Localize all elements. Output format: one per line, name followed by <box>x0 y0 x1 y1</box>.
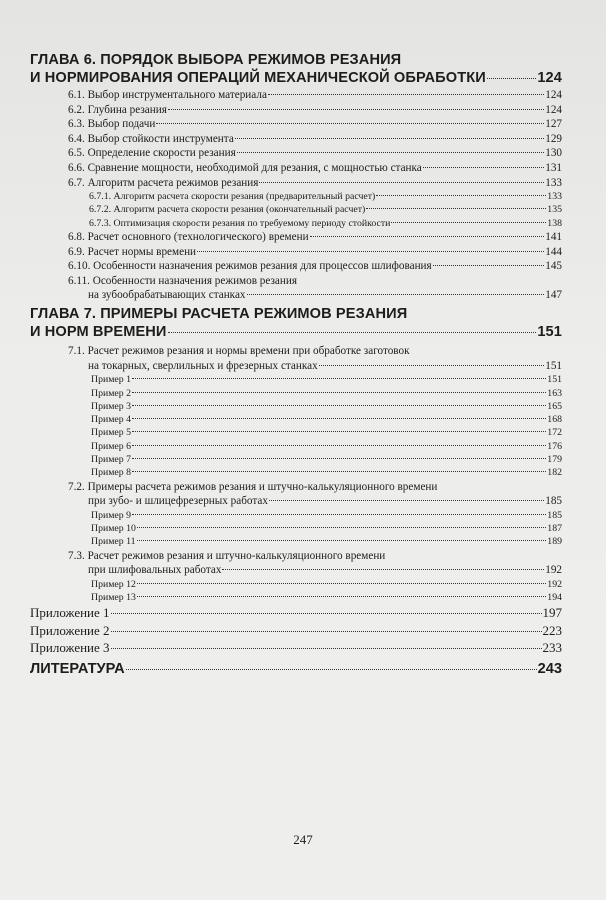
leader-dots <box>111 613 542 614</box>
toc-item-page: 163 <box>547 387 562 399</box>
toc-item-page: 179 <box>547 453 562 465</box>
toc-item-page: 135 <box>547 204 562 216</box>
toc-example[interactable] <box>30 440 562 453</box>
toc-item-page: 124 <box>545 103 562 116</box>
toc-item-6-2[interactable] <box>30 103 562 118</box>
leader-dots <box>259 182 544 183</box>
leader-dots <box>111 631 542 632</box>
toc-item-6-10[interactable] <box>30 259 562 274</box>
table-of-contents <box>30 51 562 679</box>
leader-dots <box>111 648 542 649</box>
toc-item-page: 138 <box>547 217 562 229</box>
chapter-7-page: 151 <box>537 324 562 341</box>
toc-item-title: 6.5. Определение скорости резания <box>68 147 236 160</box>
toc-item-page: 151 <box>547 374 562 386</box>
toc-example[interactable] <box>30 373 562 386</box>
toc-item-page: 144 <box>545 245 562 258</box>
toc-item-title: 6.7.3. Оптимизация скорости резания по требуемому периоду стойкости <box>89 217 391 229</box>
toc-item-7-2[interactable] <box>30 480 562 509</box>
toc-item-6-9[interactable] <box>30 245 562 260</box>
literature-title: ЛИТЕРАТУРА <box>30 661 125 678</box>
leader-dots <box>132 431 546 432</box>
leader-dots <box>137 540 547 541</box>
toc-item-6-5[interactable] <box>30 146 562 161</box>
toc-item-page: 176 <box>547 440 562 452</box>
toc-item-6-3[interactable] <box>30 117 562 132</box>
toc-item-page: 233 <box>542 639 562 655</box>
toc-example[interactable] <box>30 400 562 413</box>
leader-dots <box>222 569 544 570</box>
toc-item-page: 129 <box>545 132 562 145</box>
toc-item-title: 6.3. Выбор подачи <box>68 118 156 131</box>
toc-item-title: Пример 7 <box>91 453 132 465</box>
toc-item-title-line1: 7.3. Расчет режимов резания и штучно-калькуляционного времени <box>68 549 386 562</box>
leader-dots <box>168 109 544 110</box>
toc-appendix-2[interactable] <box>30 622 562 639</box>
toc-item-title: 6.4. Выбор стойкости инструмента <box>68 132 234 145</box>
toc-item-page: 145 <box>545 260 562 273</box>
leader-dots <box>132 392 546 393</box>
leader-dots <box>391 222 546 223</box>
leader-dots <box>126 669 537 670</box>
toc-item-title: 6.9. Расчет нормы времени <box>68 245 197 258</box>
toc-item-title: Пример 5 <box>91 427 132 439</box>
toc-item-title: Пример 8 <box>91 467 132 479</box>
toc-item-6-8[interactable] <box>30 230 562 245</box>
leader-dots <box>423 167 544 168</box>
toc-example[interactable] <box>30 453 562 466</box>
toc-item-title: 6.2. Глубина резания <box>68 103 167 116</box>
toc-example[interactable] <box>30 591 562 604</box>
leader-dots <box>132 445 546 446</box>
leader-dots <box>310 236 545 237</box>
toc-item-6-4[interactable] <box>30 132 562 147</box>
toc-item-title: Пример 4 <box>91 414 132 426</box>
toc-appendix-1[interactable] <box>30 604 562 621</box>
leader-dots <box>237 152 544 153</box>
leader-dots <box>137 583 546 584</box>
chapter-6-page: 124 <box>537 70 562 86</box>
toc-example[interactable] <box>30 522 562 535</box>
toc-item-title-line2: при зубо- и шлицефрезерных работах <box>88 495 268 508</box>
toc-example[interactable] <box>30 387 562 400</box>
toc-item-title: Пример 11 <box>91 536 136 548</box>
toc-item-title: Пример 13 <box>91 592 136 604</box>
toc-item-page: 182 <box>547 467 562 479</box>
page-number: 247 <box>293 832 313 847</box>
toc-item-title: 6.7.1. Алгоритм расчета скорости резания (предварительный расчет) <box>89 191 376 203</box>
leader-dots <box>487 78 537 79</box>
toc-item-page: 133 <box>547 191 562 203</box>
leader-dots <box>268 94 544 95</box>
toc-item-title: Приложение 3 <box>30 639 110 655</box>
toc-item-page: 165 <box>547 400 562 412</box>
toc-item-7-3[interactable] <box>30 549 562 578</box>
toc-item-page: 133 <box>545 176 562 189</box>
toc-example[interactable] <box>30 578 562 591</box>
toc-chapter-6[interactable] <box>30 51 562 87</box>
literature-page: 243 <box>537 661 562 678</box>
toc-item-6-1[interactable] <box>30 88 562 103</box>
toc-item-title: 6.1. Выбор инструментального материала <box>68 89 267 101</box>
toc-item-title-line1: 6.11. Особенности назначения режимов резания <box>68 274 298 287</box>
chapter-6-title-line2: И НОРМИРОВАНИЯ ОПЕРАЦИЙ МЕХАНИЧЕСКОЙ ОБРАБОТКИ <box>30 70 486 86</box>
toc-item-6-7[interactable] <box>30 176 562 191</box>
toc-item-title: Пример 3 <box>91 400 132 412</box>
toc-item-page: 168 <box>547 414 562 426</box>
leader-dots <box>366 208 546 209</box>
toc-literature[interactable] <box>30 659 562 679</box>
leader-dots <box>156 123 544 124</box>
toc-item-title-line2: на токарных, сверлильных и фрезерных станках <box>88 359 318 372</box>
toc-item-page: 185 <box>545 495 562 508</box>
toc-item-page: 141 <box>545 231 562 244</box>
leader-dots <box>137 527 546 528</box>
toc-item-page: 172 <box>547 427 562 439</box>
toc-item-title: Пример 2 <box>91 387 132 399</box>
toc-item-title: 6.8. Расчет основного (технологического) времени <box>68 231 309 244</box>
toc-example[interactable] <box>30 535 562 548</box>
toc-item-page: 189 <box>547 536 562 548</box>
chapter-7-title-line1: ГЛАВА 7. ПРИМЕРЫ РАСЧЕТА РЕЖИМОВ РЕЗАНИЯ <box>30 306 408 323</box>
leader-dots <box>132 514 546 515</box>
toc-item-title: Приложение 2 <box>30 622 110 638</box>
toc-item-title-line1: 7.2. Примеры расчета режимов резания и штучно-калькуляционного времени <box>68 480 438 493</box>
toc-item-title: Пример 10 <box>91 523 136 535</box>
toc-item-page: 127 <box>545 118 562 131</box>
toc-item-title: 6.6. Сравнение мощности, необходимой для резания, с мощностью станка <box>68 161 422 174</box>
toc-item-title-line2: при шлифовальных работах <box>88 564 222 577</box>
toc-item-title: 6.7.2. Алгоритм расчета скорости резания (окончательный расчет) <box>89 204 366 216</box>
toc-item-page: 130 <box>545 147 562 160</box>
toc-item-page: 147 <box>545 289 562 302</box>
toc-example[interactable] <box>30 426 562 439</box>
toc-item-title: Пример 12 <box>91 578 136 590</box>
toc-item-page: 194 <box>547 592 562 604</box>
leader-dots <box>247 294 545 295</box>
toc-example[interactable] <box>30 413 562 426</box>
toc-item-title: Приложение 1 <box>30 605 110 621</box>
chapter-6-title-line1: ГЛАВА 6. ПОРЯДОК ВЫБОРА РЕЖИМОВ РЕЗАНИЯ <box>30 52 402 68</box>
leader-dots <box>132 471 546 472</box>
toc-item-title: 6.10. Особенности назначения режимов резания для процессов шлифования <box>68 260 432 273</box>
toc-item-page: 197 <box>542 605 562 621</box>
toc-item-page: 223 <box>542 622 562 638</box>
toc-item-7-1[interactable] <box>30 344 562 373</box>
toc-item-page: 185 <box>547 509 562 521</box>
toc-item-page: 187 <box>547 523 562 535</box>
toc-item-page: 124 <box>545 89 562 101</box>
leader-dots <box>168 332 537 333</box>
leader-dots <box>197 251 544 252</box>
toc-item-title: Пример 9 <box>91 509 132 521</box>
toc-item-6-11[interactable] <box>30 274 562 303</box>
toc-item-6-6[interactable] <box>30 161 562 176</box>
toc-item-page: 131 <box>545 161 562 174</box>
toc-item-title: Пример 6 <box>91 440 132 452</box>
leader-dots <box>132 378 546 379</box>
leader-dots <box>132 418 546 419</box>
toc-item-6-7-3[interactable] <box>30 217 562 230</box>
toc-item-6-7-2[interactable] <box>30 203 562 216</box>
toc-example[interactable] <box>30 509 562 522</box>
leader-dots <box>132 405 546 406</box>
toc-example[interactable] <box>30 466 562 479</box>
toc-item-title-line2: на зубообрабатывающих станках <box>88 289 246 302</box>
leader-dots <box>235 138 544 139</box>
toc-item-6-7-1[interactable] <box>30 190 562 203</box>
toc-item-title-line1: 7.1. Расчет режимов резания и нормы времени при обработке заготовок <box>68 345 410 358</box>
leader-dots <box>132 458 546 459</box>
toc-item-title: Пример 1 <box>91 374 132 386</box>
toc-item-page: 192 <box>545 564 562 577</box>
toc-item-page: 151 <box>545 359 562 372</box>
leader-dots <box>319 365 545 366</box>
leader-dots <box>137 596 546 597</box>
toc-item-page: 192 <box>547 578 562 590</box>
leader-dots <box>433 265 545 266</box>
leader-dots <box>269 500 544 501</box>
toc-item-title: 6.7. Алгоритм расчета режимов резания <box>68 176 259 189</box>
toc-appendix-3[interactable] <box>30 639 562 656</box>
toc-chapter-7[interactable] <box>30 305 562 341</box>
chapter-7-title-line2: И НОРМ ВРЕМЕНИ <box>30 324 167 341</box>
leader-dots <box>376 195 546 196</box>
